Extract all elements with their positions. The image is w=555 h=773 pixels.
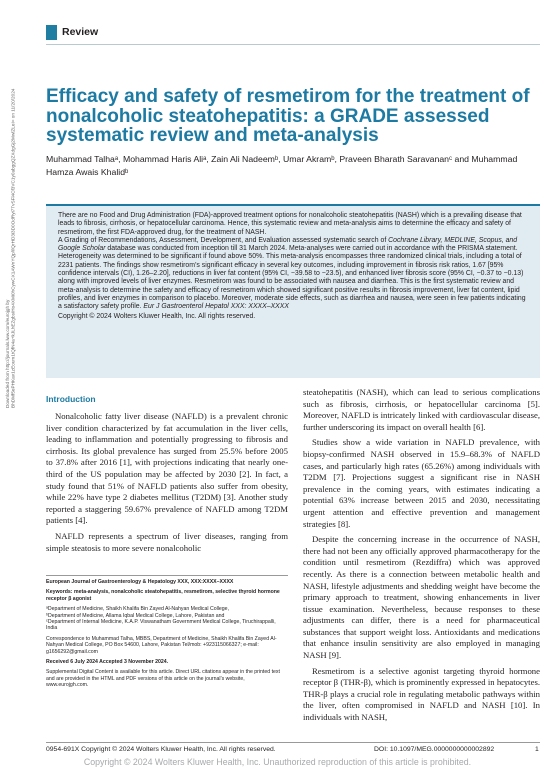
intro-heading: Introduction xyxy=(46,394,96,404)
doi[interactable]: DOI: 10.1097/MEG.0000000000002892 xyxy=(374,746,495,753)
affiliation: ᵇDepartment of Medicine, Allama Iqbal Medical College, Lahore, Pakistan and xyxy=(46,612,225,619)
supplemental-note: Supplemental Digital Content is available for this article. Direct URL citations appear in the printed text and are provided in the HTML and PDF versions of this article on the journal’s website, www.eurojgh.com. xyxy=(46,669,280,689)
keywords-text: meta-analysis, nonalcoholic steatohepatitis, resmetirom, selective thyroid hormone receptor β agonist xyxy=(46,589,280,602)
left-column xyxy=(46,394,288,554)
body-paragraph: Nonalcoholic fatty liver disease (NAFLD) is a prevalent chronic liver condition characterized by fat accumulation in the liver cells, leading to inflammation and potentially progressing to fibrosis and cirrhosis. Its global prevalence has surged from 25.5% before 2005 to 37.8% after 2016 [1], with projections indicating that nearly one-third of the US population may be affected by 2030 [2]. In fact, a study found that 51% of NAFLD patients also suffer from obesity, while 22% have type 2 diabetes mellitus (T2DM) [3]. Another study reported a staggering 59.67% prevalence of NAFLD among T2DM patients [4]. xyxy=(46,411,288,526)
issn-copyright: 0954-691X Copyright © 2024 Wolters Kluwer Health, Inc. All rights reserved. xyxy=(46,746,276,753)
correspondence: Correspondence to Muhammad Talha, MBBS, Department of Medicine, Shaikh Khalifa Bin Zayed Al-Nahyan Medical College, PO Box 54600, Lahore, Pakistan Tel/mob: +923115066327; e-mail: g1656292@gmail.com xyxy=(46,635,277,655)
copyright-banner: Copyright © 2024 Wolters Kluwer Health, Inc. Unauthorized reproduction of this article is prohibited. xyxy=(83,757,472,767)
article-title: Efficacy and safety of resmetirom for the treatment of nonalcoholic steatohepatitis: a GRADE assessed systematic review and meta-analysis xyxy=(46,86,530,146)
body-paragraph: Resmetirom is a selective agonist targeting thyroid hormone receptor β (THR-β), which is prominently expressed in hepatocytes. THR-β plays a crucial role in regulating metabolic pathways within the liver, often compromised in NAFLD and NASH [10]. In individuals with NASH, xyxy=(303,665,540,723)
journal-citation: Eur J Gastroenterol Hepatol XXX: XXXX–XXXX xyxy=(143,303,289,311)
footnote-rule xyxy=(46,575,288,576)
database-names: Cochrane Library, MEDLINE, Scopus, and Google Scholar xyxy=(58,236,518,253)
affiliation: ᵃDepartment of Medicine, Shaikh Khalifa Bin Zayed Al-Nahyan Medical College, xyxy=(46,606,230,613)
right-column xyxy=(303,387,540,724)
page-number: 1 xyxy=(535,746,539,753)
affiliation: ᶜDepartment of Internal Medicine, K.A.P. Viswanatham Government Medical College, Tiruchirappalli, India xyxy=(46,619,276,632)
abstract-paragraph xyxy=(58,237,528,312)
article-footnotes xyxy=(46,575,288,693)
keywords-label: Keywords: xyxy=(46,589,73,596)
section-marker xyxy=(46,25,57,40)
download-watermark: Downloaded from http://journals.lww.com/eurojgh by BhDMf5ePHKav1zEoum1tQfN4a+kJLhEZgbsIHo4XMi0hCywCX1AWnYQp/IlQrHD3i3D0OdRyi7TvSFl4Cf3VC1y0abggQZXdgGj2MwlZLeI= on 11/20/2024 xyxy=(5,88,16,408)
received-date: Received 6 July 2024 Accepted 3 November 2024. xyxy=(46,659,169,666)
abstract-text: database was conducted from inception till 31 March 2024. Meta-analyses were carried out in accordance with the PRISMA statement. Heterogeneity was determined to be significant if found above 50%. This meta-analysis encompasses three randomized clinical trials, including a total of 2231 patients. The findings show resmetirom’s significant efficacy in several key outcomes, including improvement in fibrosis risk ratios, 1.67 [95% confidence intervals (CI), 1.26–2.20], reductions in liver fat content (95% CI, −39.58 to −23.5), and enhanced liver fibrosis score (95% CI, −0.37 to −0.13) along with improved levels of liver enzymes. Resmetirom was found to be associated with nausea and diarrhea. This is the first systematic review and meta-analysis to determine the safety and efficacy of resmetirom which showed significant positive results in fibrosis improvement, liver fat content, lipid profiles, and liver enzymes in comparison to placebo. Moreover, moderate side effects, such as diarrhea and nausea, were seen in few patients indicating a satisfactory safety profile. xyxy=(58,245,526,311)
journal-name: European Journal of Gastroenterology & Hepatology XXX, XXX:XXXX–XXXX xyxy=(46,579,234,585)
abstract-box xyxy=(46,204,540,378)
abstract-paragraph: There are no Food and Drug Administration (FDA)-approved treatment options for nonalcoholic steatohepatitis (NASH) which is a prevailing disease that leads to fibrosis, cirrhosis, or hepatocellular carcinoma. Hence, this systematic review and meta-analysis aims to determine the efficacy and safety of resmetirom, the first FDA-approved drug, for the treatment of NASH. xyxy=(58,212,522,236)
keywords xyxy=(46,589,288,602)
abstract-text: A Grading of Recommendations, Assessment, Development, and Evaluation assessed systematic search of xyxy=(58,236,389,244)
footer-rule xyxy=(46,742,540,743)
body-paragraph: steatohepatitis (NASH), which can lead to serious complications such as fibrosis, cirrhosis, or hepatocellular carcinoma [5]. Moreover, NAFLD is intricately linked with cardiovascular disease, further underscoring its impact on overall health [6]. xyxy=(303,387,540,432)
abstract-copyright: Copyright © 2024 Wolters Kluwer Health, Inc. All rights reserved. xyxy=(58,312,256,320)
body-paragraph: NAFLD represents a spectrum of liver diseases, ranging from simple steatosis to more severe nonalcoholic xyxy=(46,530,288,553)
section-label: Review xyxy=(62,26,99,38)
author-list: Muhammad Talhaᵃ, Mohammad Haris Aliᵃ, Zain Ali Nadeemᵇ, Umar Akramᵇ, Praveen Bharath Saravananᶜ and Muhammad Hamza Awais Khalidᵇ xyxy=(46,154,518,177)
body-paragraph: Studies show a wide variation in NAFLD prevalence, with biopsy-confirmed NASH observed in 15.9–68.3% of NAFLD cases, and particularly high rates (65.26%) among individuals with T2DM [7]. Projections suggest a significant rise in NASH prevalence in the coming years, with estimates indicating a potential 63% increase between 2015 and 2030, necessitating urgent attention and effective prevention and management strategies [8]. xyxy=(303,437,540,529)
header-rule xyxy=(46,44,540,45)
body-paragraph: Despite the concerning increase in the occurrence of NASH, there had not been any officially approved pharmacotherapy for the condition until resmetirom (Rezdiffra) which was approved recently. As there is a connection between metabolic health and NASH, lifestyle adjustments and shedding weight have become the primary approach to treatment, showing enhancements in liver tissue examination. Nevertheless, because responses to these adjustments can differ, there is a need for pharmaceutical substances that support weight loss. Antioxidants and medications that enhance insulin sensitivity are also employed in managing NASH [9]. xyxy=(303,534,540,661)
